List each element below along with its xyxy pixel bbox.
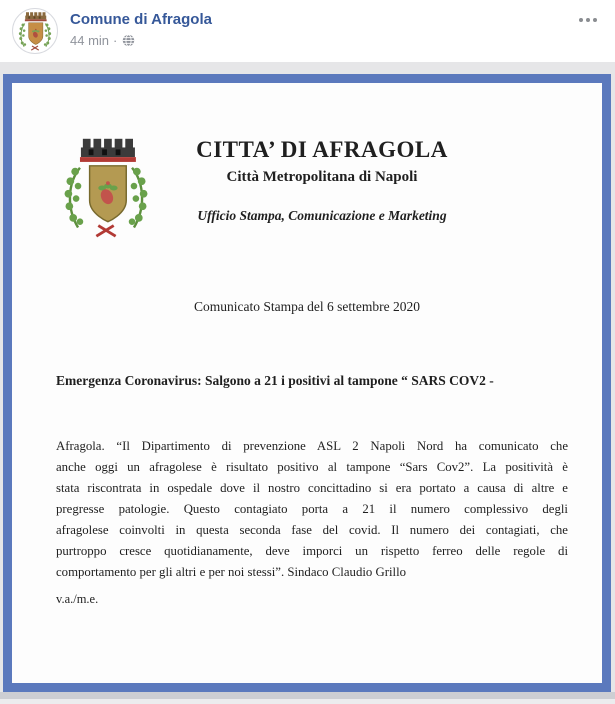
body-line: comportamento per gli altri e per noi stessi”. Sindaco Claudio Grillo: [56, 565, 407, 579]
post-header: [0, 0, 615, 62]
shield-icon: [29, 23, 43, 45]
document-letterhead: [97, 137, 547, 224]
document-office-line: Ufficio Stampa, Comunicazione e Marketing: [197, 208, 447, 223]
mural-crown-icon: [25, 12, 47, 21]
document-title: CITTA’ DI AFRAGOLA: [196, 137, 448, 162]
body-line: purtroppo cresce quotidianamente, deve imporci un rispetto ferreo delle regole di: [56, 544, 568, 558]
post-author-link[interactable]: Comune di Afragola: [70, 11, 212, 28]
avatar[interactable]: [12, 8, 58, 54]
document-headline: Emergenza Coronavirus: Salgono a 21 i positivi al tampone “ SARS COV2 -: [56, 373, 494, 388]
body-line: stata riscontrata in ospedale dove il nostro concittadino si era portato a causa di altre e: [56, 481, 568, 495]
post-timestamp[interactable]: 44 min: [70, 33, 110, 48]
image-bottom-strip: [0, 692, 615, 699]
post-image[interactable]: [0, 62, 615, 704]
body-line: Afragola. “Il Dipartimento di prevenzione ASL 2 Napoli Nord ha comunicato che: [56, 439, 568, 453]
post-meta: [70, 33, 135, 48]
coat-of-arms-icon: [18, 10, 52, 52]
meta-separator: ·: [113, 33, 118, 48]
post-options-button[interactable]: [577, 14, 599, 26]
document-body: [56, 436, 568, 583]
document-signature: v.a./m.e.: [56, 592, 99, 606]
image-bottom-gap: [0, 699, 615, 704]
document-date-line: Comunicato Stampa del 6 settembre 2020: [193, 299, 421, 314]
body-line: pregresse patologie. Questo contagiato porta a 21 il numero complessivo degli: [56, 502, 568, 516]
globe-public-icon: [122, 34, 135, 47]
document-page-border: [3, 74, 611, 692]
ellipsis-icon: [579, 18, 597, 22]
body-line: afragolese coinvolti in questa seconda fase del covid. Il numero dei contagiati, che: [56, 523, 568, 537]
document-page: [12, 83, 602, 683]
document-subtitle: Città Metropolitana di Napoli: [226, 169, 418, 185]
body-line: anche oggi un afragolese è risultato positivo al tampone “Sars Cov2”. La positività è: [56, 460, 568, 474]
